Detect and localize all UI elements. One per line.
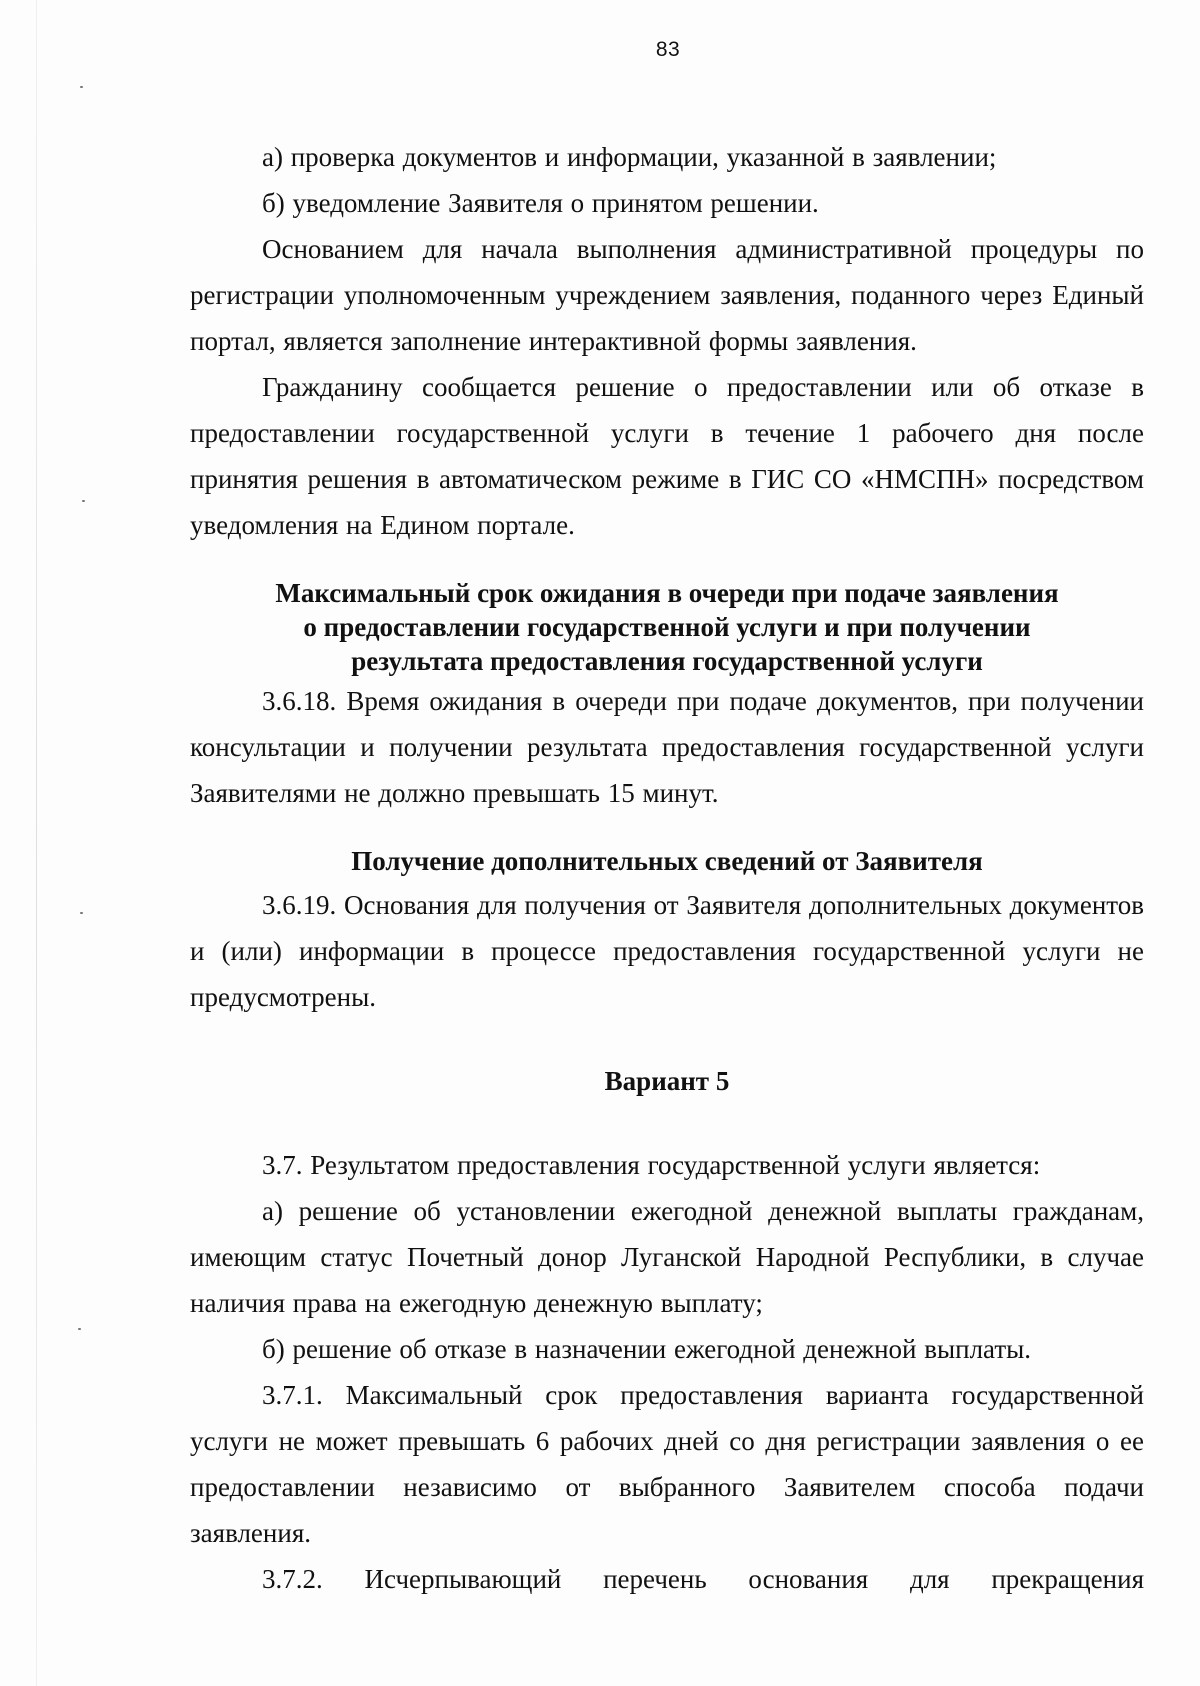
heading-waiting-time: [190, 576, 1144, 678]
spacer: [190, 548, 1144, 576]
heading-variant-5: Вариант 5: [604, 1066, 730, 1096]
paragraph-citizen-notice: Гражданину сообщается решение о предоставлении или об отказе в предоставлении государственной услуги в течение 1 рабочего дня после принятия решения в автоматическом режиме в ГИС СО «НМСПН» посредством уведомления на Едином портале.: [190, 372, 1144, 540]
heading-line: результата предоставления государственной услуги: [351, 646, 983, 676]
scan-edge-line: [36, 0, 37, 1686]
paragraph-3-7-2: 3.7.2. Исчерпывающий перечень основания для прекращения: [262, 1564, 1144, 1594]
heading-line: Максимальный срок ожидания в очереди при подаче заявления: [275, 578, 1059, 608]
paragraph-3-6-18: 3.6.18. Время ожидания в очереди при подаче документов, при получении консультации и получении результата предоставления государственной услуги Заявителями не должно превышать 15 минут.: [190, 686, 1144, 808]
paragraph-3-6-19: 3.6.19. Основания для получения от Заявителя дополнительных документов и (или) информации в процессе предоставления государственной услуги не предусмотрены.: [190, 890, 1144, 1012]
document-body: [190, 134, 1144, 1602]
heading-line: о предоставлении государственной услуги и при получении: [303, 612, 1031, 642]
item-a-verification: а) проверка документов и информации, указанной в заявлении;: [262, 142, 997, 172]
spacer: [190, 1020, 1144, 1064]
scan-speck: [80, 912, 83, 914]
item-b-notification: б) уведомление Заявителя о принятом решении.: [262, 188, 819, 218]
scan-speck: [78, 1328, 81, 1330]
spacer: [190, 1098, 1144, 1142]
scan-speck: [82, 500, 85, 502]
paragraph-3-7: 3.7. Результатом предоставления государственной услуги является:: [262, 1150, 1041, 1180]
item-b-refusal: б) решение об отказе в назначении ежегодной денежной выплаты.: [262, 1334, 1032, 1364]
spacer: [190, 816, 1144, 844]
scan-speck: [80, 86, 83, 88]
heading-additional-info: Получение дополнительных сведений от Заявителя: [351, 846, 983, 876]
page-number: 83: [655, 38, 681, 61]
paragraph-3-7-1: 3.7.1. Максимальный срок предоставления варианта государственной услуги не может превышать 6 рабочих дней со дня регистрации заявления о ее предоставлении независимо от выбранного Заявителем способа подачи заявления.: [190, 1380, 1144, 1548]
item-a-decision: а) решение об установлении ежегодной денежной выплаты гражданам, имеющим статус Почетный донор Луганской Народной Республики, в случае наличия права на ежегодную денежную выплату;: [190, 1196, 1144, 1318]
paragraph-basis: Основанием для начала выполнения административной процедуры по регистрации уполномоченным учреждением заявления, поданного через Единый портал, является заполнение интерактивной формы заявления.: [190, 234, 1144, 356]
